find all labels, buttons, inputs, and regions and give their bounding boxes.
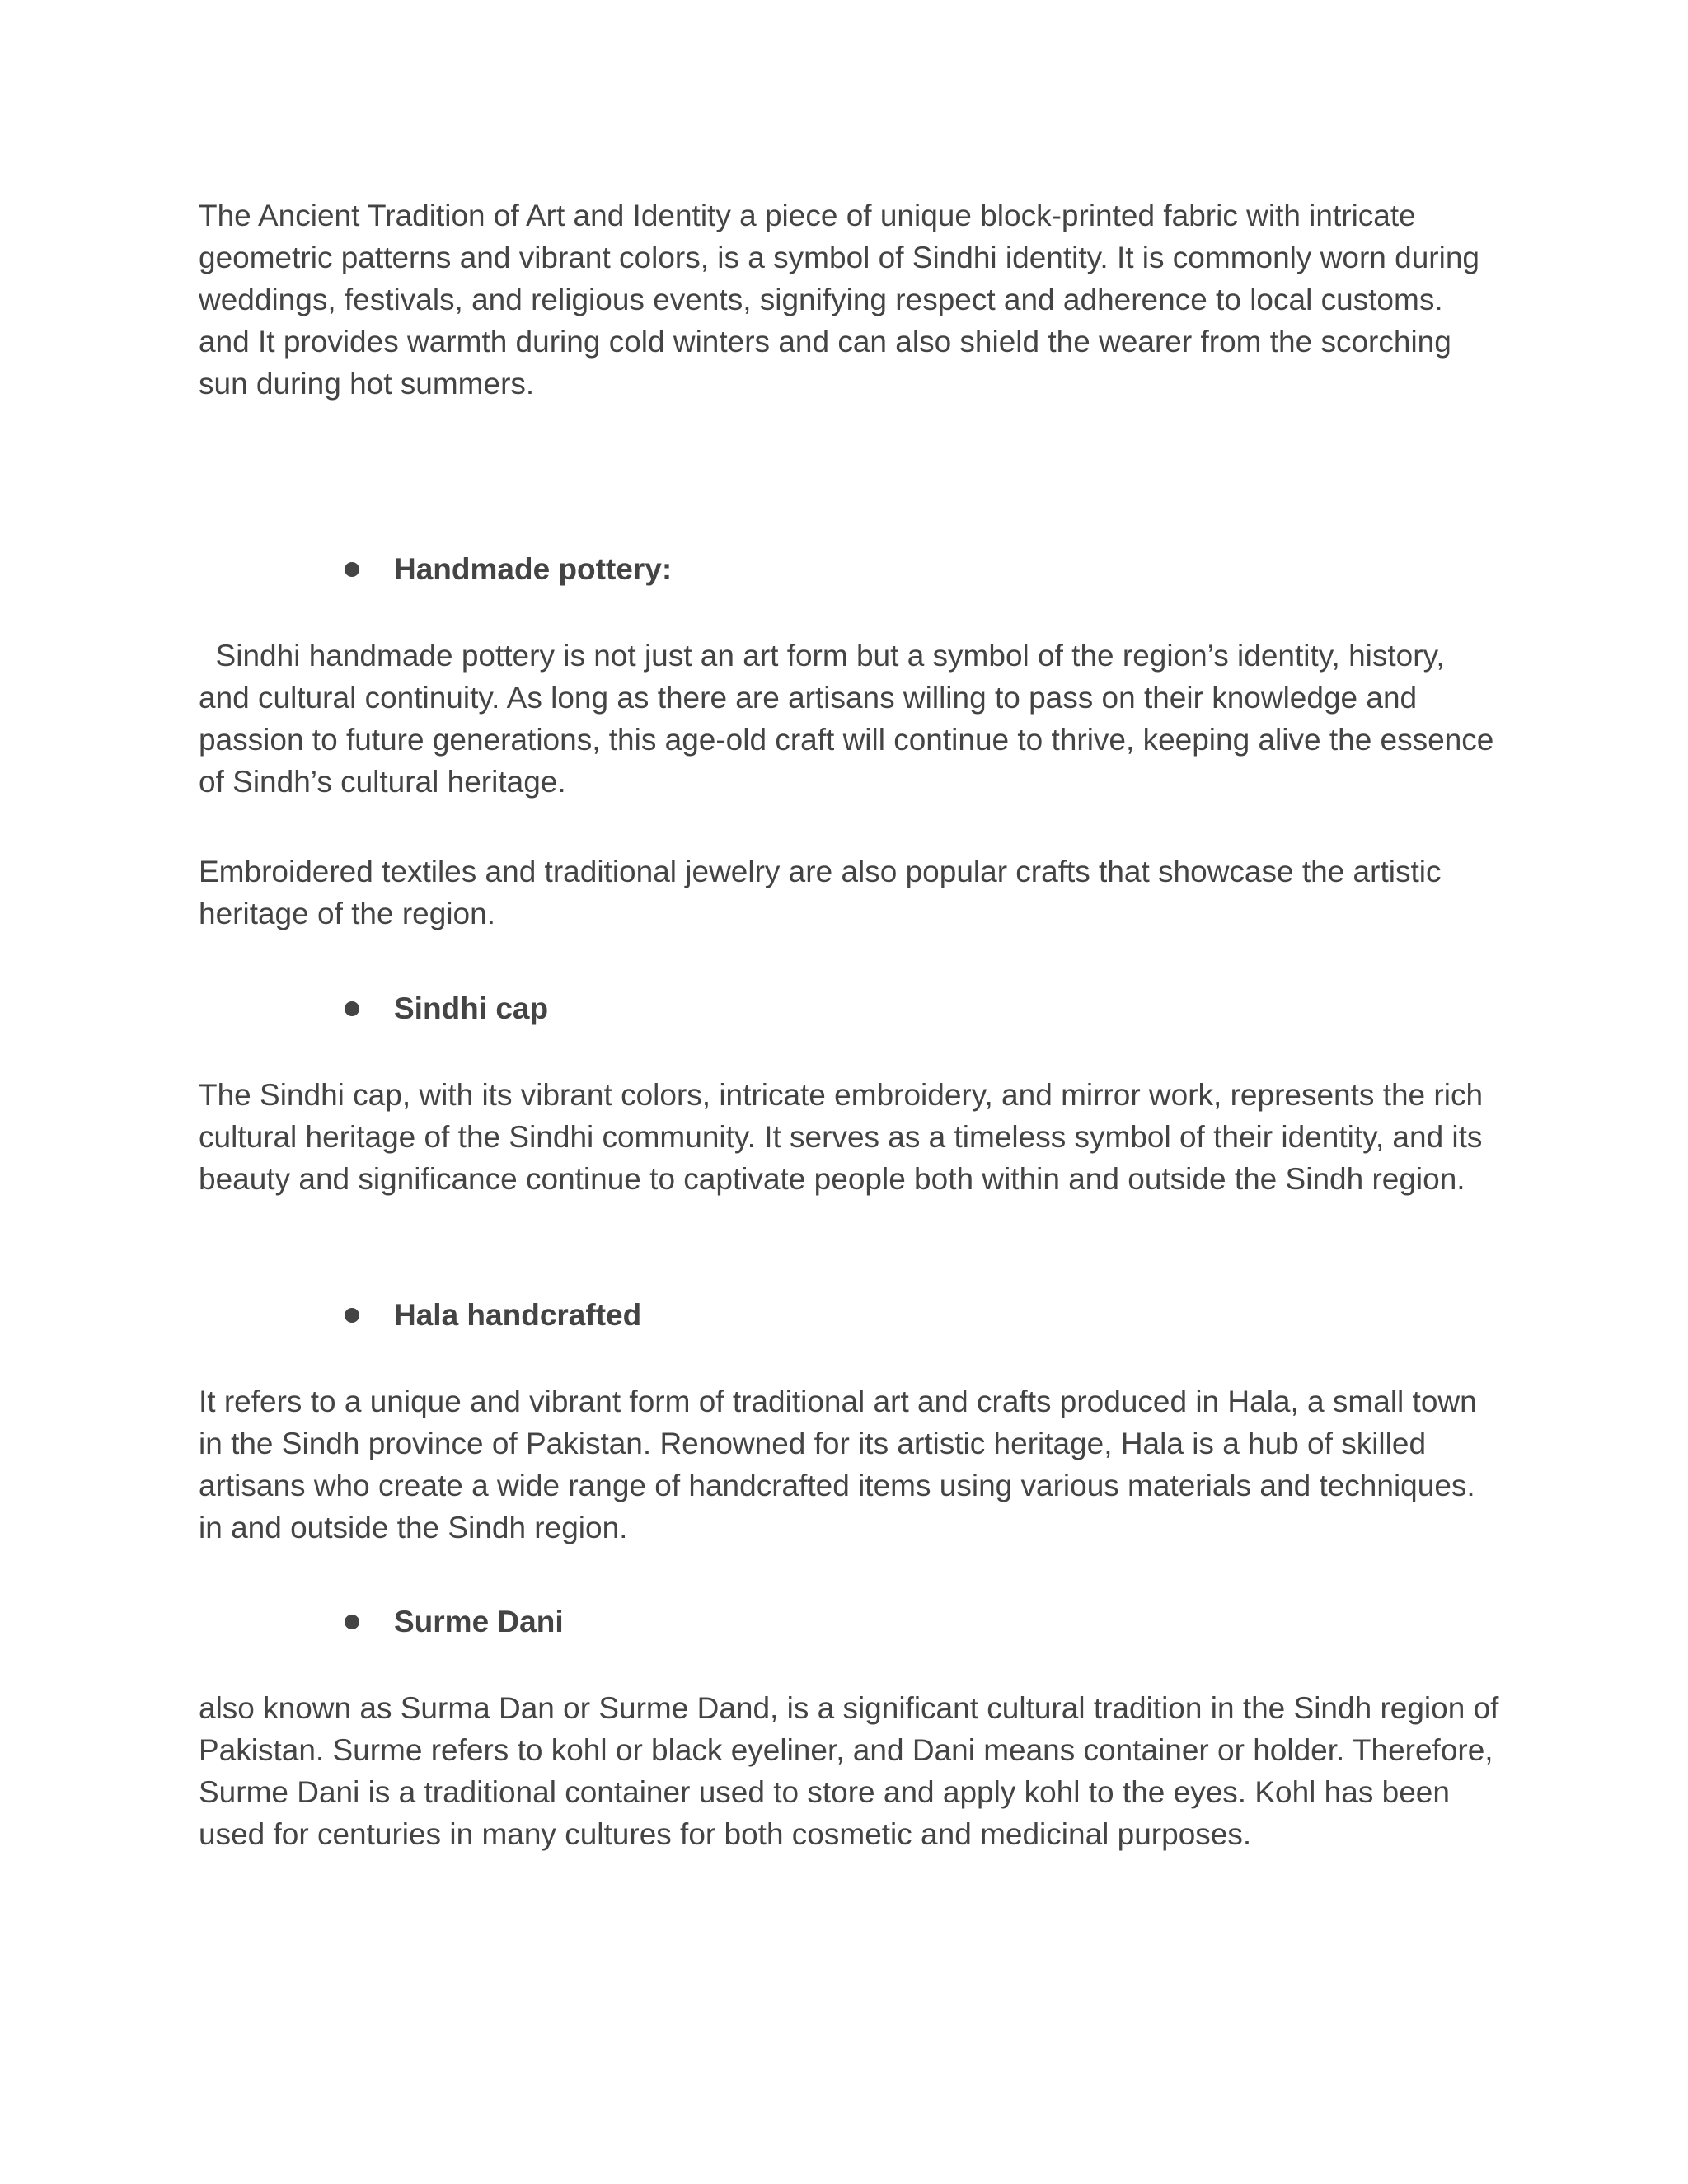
section-heading: Handmade pottery: xyxy=(394,552,673,586)
bullet-dot-icon xyxy=(345,562,359,577)
section-heading: Hala handcrafted xyxy=(394,1298,642,1332)
surme-dani-paragraph: also known as Surma Dan or Surme Dand, is a significant cultural tradition in the Sindh region of Pakistan. Surme refers to kohl or black eyeliner, and Dani means container or holder. Therefore, Surme Dani is a traditional container used to store and apply kohl to the eyes. Kohl has been used for centuries in many cultures for both cosmetic and medicinal purposes. xyxy=(199,1691,1499,1851)
bullet-surme-dani xyxy=(345,1601,564,1643)
intro-paragraph: The Ancient Tradition of Art and Identity a piece of unique block-printed fabric with intricate geometric patterns and vibrant colors, is a symbol of Sindhi identity. It is commonly worn during weddings, festivals, and religious events, signifying respect and adherence to local customs. and It provides warmth during cold winters and can also shield the wearer from the scorching sun during hot summers. xyxy=(199,199,1479,401)
bullet-dot-icon xyxy=(345,1308,359,1323)
bullet-dot-icon xyxy=(345,1615,359,1629)
bullet-dot-icon xyxy=(345,1001,359,1016)
bullet-handmade-pottery xyxy=(345,548,672,590)
bullet-sindhi-cap xyxy=(345,987,548,1029)
section-heading: Surme Dani xyxy=(394,1605,564,1638)
embroidery-paragraph: Embroidered textiles and traditional jewelry are also popular crafts that showcase the artistic heritage of the region. xyxy=(199,855,1442,930)
bullet-hala-handcrafted xyxy=(345,1294,641,1336)
sindhi-cap-paragraph: The Sindhi cap, with its vibrant colors, intricate embroidery, and mirror work, represents the rich cultural heritage of the Sindhi community. It serves as a timeless symbol of their identity, and its beauty and significance continue to captivate people both within and outside the Sindh region. xyxy=(199,1078,1484,1196)
hala-paragraph: It refers to a unique and vibrant form of traditional art and crafts produced in Hala, a small town in the Sindh province of Pakistan. Renowned for its artistic heritage, Hala is a hub of skilled artisans who create a wide range of handcrafted items using various materials and techniques. in and outside the Sindh region. xyxy=(199,1385,1477,1544)
pottery-paragraph: Sindhi handmade pottery is not just an art form but a symbol of the region’s identity, history, and cultural continuity. As long as there are artisans willing to pass on their knowledge and passion to future generations, this age-old craft will continue to thrive, keeping alive the essence of Sindh’s cultural heritage. xyxy=(199,639,1494,799)
section-heading: Sindhi cap xyxy=(394,991,549,1025)
